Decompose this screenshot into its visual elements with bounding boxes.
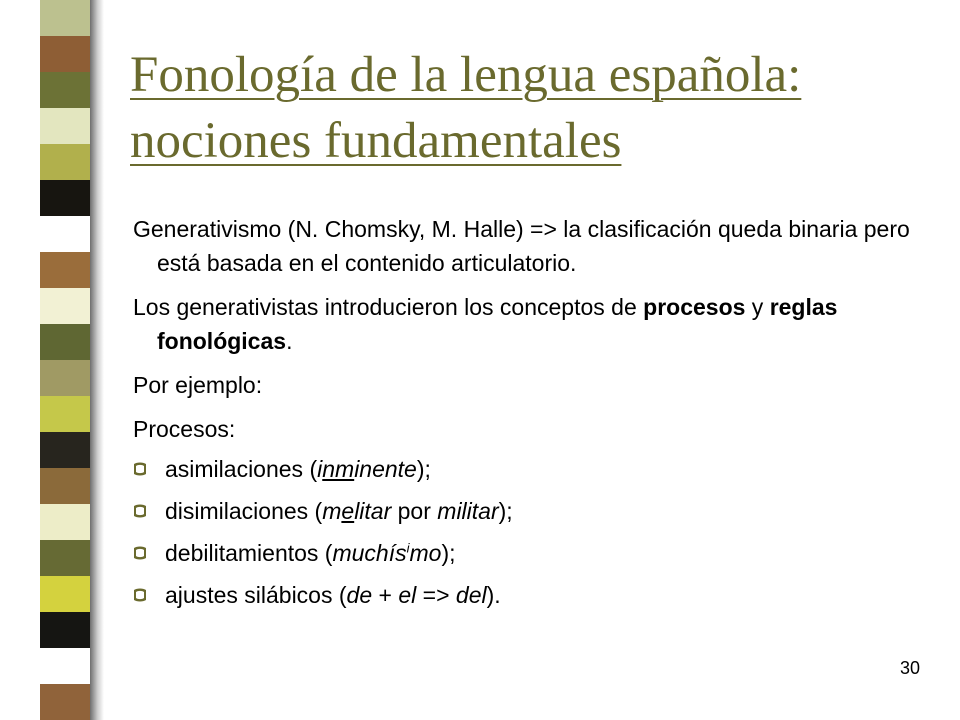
title-line-2: nociones fundamentales bbox=[130, 113, 622, 169]
stripe-segment bbox=[40, 180, 90, 216]
bold-procesos: procesos bbox=[643, 294, 746, 320]
text-fragment: ); bbox=[441, 540, 456, 566]
stripe-segment bbox=[40, 108, 90, 144]
stripe-segment bbox=[40, 216, 90, 252]
example-word: el bbox=[398, 582, 417, 608]
paragraph-generativismo: Generativismo (N. Chomsky, M. Halle) => la clasificación queda binaria pero está basada en el contenido articulatorio. bbox=[133, 216, 910, 276]
text-fragment: asimilaciones ( bbox=[165, 456, 318, 482]
stripe-segment bbox=[40, 504, 90, 540]
stripe-segment bbox=[40, 468, 90, 504]
example-word: i bbox=[317, 456, 323, 482]
stripe-segment bbox=[40, 360, 90, 396]
example-word: de bbox=[346, 582, 373, 608]
stripe-segment bbox=[40, 252, 90, 288]
text-fragment: disimilaciones ( bbox=[165, 498, 323, 524]
slide-title bbox=[130, 42, 930, 174]
example-word: litar bbox=[354, 498, 392, 524]
bullet-ajustes-silabicos bbox=[133, 578, 923, 612]
text-fragment: . bbox=[286, 328, 293, 354]
example-word: inente bbox=[354, 456, 417, 482]
text-fragment: => bbox=[416, 582, 456, 608]
example-word: muchís bbox=[332, 540, 407, 566]
stripe-segment bbox=[40, 684, 90, 720]
title-line-1: Fonología de la lengua española: bbox=[130, 47, 802, 103]
example-underlined: nm bbox=[322, 456, 355, 482]
stripe-segment bbox=[40, 288, 90, 324]
text-fragment: ); bbox=[498, 498, 513, 524]
text-fragment: debilitamientos ( bbox=[165, 540, 333, 566]
text-fragment: ajustes silábicos ( bbox=[165, 582, 347, 608]
example-word: del bbox=[455, 582, 487, 608]
example-underlined: e bbox=[341, 498, 355, 524]
curved-square-bullet-icon bbox=[133, 587, 147, 603]
curved-square-bullet-icon bbox=[133, 503, 147, 519]
text-fragment: ); bbox=[416, 456, 431, 482]
stripe-shadow bbox=[90, 0, 104, 720]
text-fragment: por bbox=[391, 498, 438, 524]
stripe-segment bbox=[40, 144, 90, 180]
decorative-stripe bbox=[40, 0, 90, 720]
stripe-segment bbox=[40, 0, 90, 36]
bold-reglas-fonologicas: reglas fonológicas bbox=[157, 294, 838, 354]
curved-square-bullet-icon bbox=[133, 545, 147, 561]
stripe-segment bbox=[40, 576, 90, 612]
example-word: mo bbox=[409, 540, 442, 566]
page-number: 30 bbox=[899, 658, 920, 678]
text-fragment: + bbox=[372, 582, 399, 608]
stripe-segment bbox=[40, 72, 90, 108]
example-word: m bbox=[322, 498, 342, 524]
stripe-segment bbox=[40, 540, 90, 576]
curved-square-bullet-icon bbox=[133, 461, 147, 477]
stripe-segment bbox=[40, 396, 90, 432]
paragraph-generativistas bbox=[133, 290, 923, 358]
stripe-segment bbox=[40, 612, 90, 648]
text-fragment: Los generativistas introducieron los conceptos de bbox=[133, 294, 644, 320]
text-fragment: y bbox=[745, 294, 770, 320]
stripe-segment bbox=[40, 648, 90, 684]
bullet-disimilaciones bbox=[133, 494, 923, 528]
paragraph-procesos: Procesos: bbox=[133, 416, 236, 442]
stripe-segment bbox=[40, 432, 90, 468]
example-word: militar bbox=[437, 498, 499, 524]
stripe-segment bbox=[40, 36, 90, 72]
text-fragment: ). bbox=[486, 582, 501, 608]
bullet-debilitamientos bbox=[133, 536, 923, 570]
bullet-asimilaciones bbox=[133, 452, 923, 486]
slide-body bbox=[133, 212, 923, 620]
superscript: i bbox=[406, 540, 410, 556]
paragraph-por-ejemplo: Por ejemplo: bbox=[133, 372, 263, 398]
stripe-segment bbox=[40, 324, 90, 360]
